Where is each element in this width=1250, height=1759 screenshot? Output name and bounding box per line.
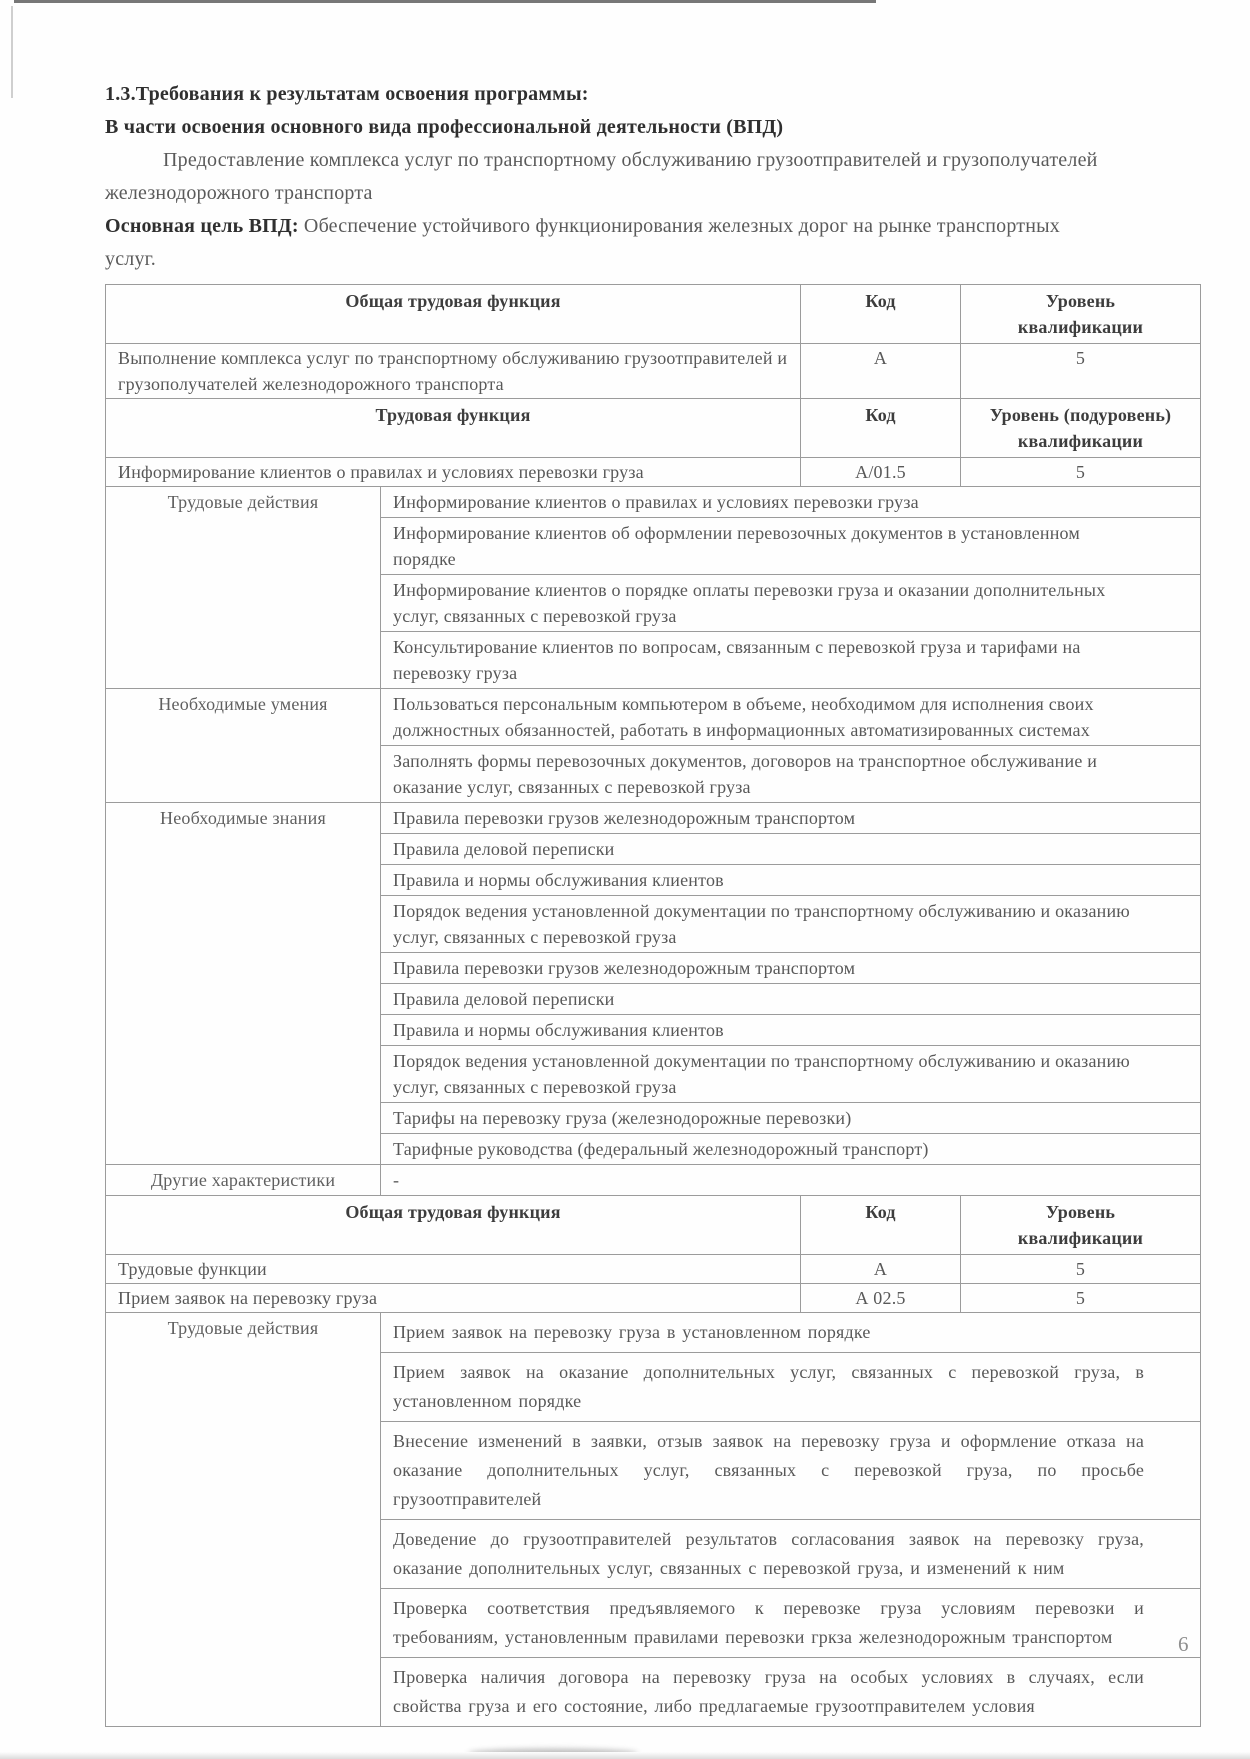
vpd-goal [105,210,1105,276]
vpd-description: Предоставление комплекса услуг по транспортному обслуживанию грузоотправителей и грузополучателей железнодорожного транспорта [105,149,1098,204]
section-label-cell: Необходимые знания [106,803,381,1165]
page-content [105,78,1172,1727]
function-cell: Прием заявок на перевозку груза [106,1284,801,1313]
page-number: 6 [1178,1632,1189,1656]
section-heading: 1.3.Требования к результатам освоения программы: [105,83,589,105]
header-level-cell: Уровень квалификации [961,285,1201,344]
table-data-row [106,1284,1201,1313]
section-item-cell: Информирование клиентов о правилах и условиях перевозки груза [381,487,1201,518]
section-item-row [106,689,1201,746]
function-cell: Трудовые функции [106,1255,801,1284]
section-item-cell: Правила деловой переписки [381,984,1201,1015]
labor-function-table-1 [105,284,1201,1196]
section-item-cell: Проверка соответствия предъявляемого к перевозке груза условиям перевозки и требованиям, установленным правилами перевозки гркза железнодорожным транспортом [381,1589,1201,1658]
section-item-cell: Правила и нормы обслуживания клиентов [381,865,1201,896]
section-item-cell: - [381,1165,1201,1196]
level-cell: 5 [961,458,1201,487]
code-cell: А 02.5 [801,1284,961,1313]
vpd-heading: В части освоения основного вида профессиональной деятельности (ВПД) [105,116,784,138]
section-item-cell: Проверка наличия договора на перевозку груза на особых условиях в случаях, если свойства груза и его состояние, либо предлагаемые грузоотправителем условия [381,1658,1201,1727]
code-cell: А [801,344,961,399]
section-item-cell: Внесение изменений в заявки, отзыв заявок на перевозку груза и оформление отказа на оказание дополнительных услуг, связанных с перевозкой груза, по просьбе грузоотправителей [381,1422,1201,1520]
header-function-cell: Трудовая функция [106,399,801,458]
section-item-row [106,803,1201,834]
vpd-goal-text: Обеспечение устойчивого функционирования железных дорог на рынке транспортных услуг. [105,215,1060,270]
section-item-cell: Прием заявок на оказание дополнительных услуг, связанных с перевозкой груза, в установленном порядке [381,1353,1201,1422]
section-item-row [106,1165,1201,1196]
section-item-cell: Информирование клиентов об оформлении перевозочных документов в установленном порядке [381,518,1201,575]
code-cell: А/01.5 [801,458,961,487]
function-cell: Информирование клиентов о правилах и условиях перевозки груза [106,458,801,487]
code-cell: А [801,1255,961,1284]
section-item-cell: Правила перевозки грузов железнодорожным транспортом [381,953,1201,984]
level-cell: 5 [961,344,1201,399]
vpd-goal-label: Основная цель ВПД: [105,215,299,237]
header-function-cell: Общая трудовая функция [106,285,801,344]
section-label-cell: Необходимые умения [106,689,381,803]
section-item-cell: Информирование клиентов о порядке оплаты перевозки груза и оказании дополнительных услуг, связанных с перевозкой груза [381,575,1201,632]
table-data-row [106,458,1201,487]
labor-function-table-2 [105,1195,1201,1727]
section-item-cell: Заполнять формы перевозочных документов, договоров на транспортное обслуживание и оказание услуг, связанных с перевозкой груза [381,746,1201,803]
section-item-row [106,1313,1201,1353]
section-item-cell: Доведение до грузоотправителей результатов согласования заявок на перевозку груза, оказание дополнительных услуг, связанных с перевозкой груза, и изменений к ним [381,1520,1201,1589]
section-item-cell: Тарифы на перевозку груза (железнодорожные перевозки) [381,1103,1201,1134]
header-code-cell: Код [801,1196,961,1255]
level-cell: 5 [961,1284,1201,1313]
section-item-cell: Правила и нормы обслуживания клиентов [381,1015,1201,1046]
header-code-cell: Код [801,285,961,344]
section-item-cell: Тарифные руководства (федеральный железнодорожный транспорт) [381,1134,1201,1165]
table-header-row [106,285,1201,344]
header-level-cell: Уровень квалификации [961,1196,1201,1255]
header-level-cell: Уровень (подуровень) квалификации [961,399,1201,458]
section-label-cell: Трудовые действия [106,487,381,689]
scan-artifact-top-line [14,0,876,3]
table-header-row [106,1196,1201,1255]
header-code-cell: Код [801,399,961,458]
section-item-row [106,487,1201,518]
section-item-cell: Порядок ведения установленной документации по транспортному обслуживанию и оказанию услуг, связанных с перевозкой груза [381,1046,1201,1103]
scan-artifact-left-line [11,6,13,98]
table-header-row [106,399,1201,458]
level-cell: 5 [961,1255,1201,1284]
section-label-cell: Другие характеристики [106,1165,381,1196]
section-item-cell: Консультирование клиентов по вопросам, связанным с перевозкой груза и тарифами на перевозку груза [381,632,1201,689]
function-cell: Выполнение комплекса услуг по транспортному обслуживанию грузоотправителей и грузополучателей железнодорожного транспорта [106,344,801,399]
section-label-cell: Трудовые действия [106,1313,381,1727]
section-item-cell: Правила деловой переписки [381,834,1201,865]
section-item-cell: Пользоваться персональным компьютером в объеме, необходимом для исполнения своих должностных обязанностей, работать в информационных автоматизированных системах [381,689,1201,746]
table-data-row [106,344,1201,399]
header-function-cell: Общая трудовая функция [106,1196,801,1255]
section-item-cell: Прием заявок на перевозку груза в установленном порядке [381,1313,1201,1353]
table-data-row [106,1255,1201,1284]
scan-artifact-bottom-shadow [0,1752,1250,1759]
section-item-cell: Правила перевозки грузов железнодорожным транспортом [381,803,1201,834]
section-item-cell: Порядок ведения установленной документации по транспортному обслуживанию и оказанию услуг, связанных с перевозкой груза [381,896,1201,953]
